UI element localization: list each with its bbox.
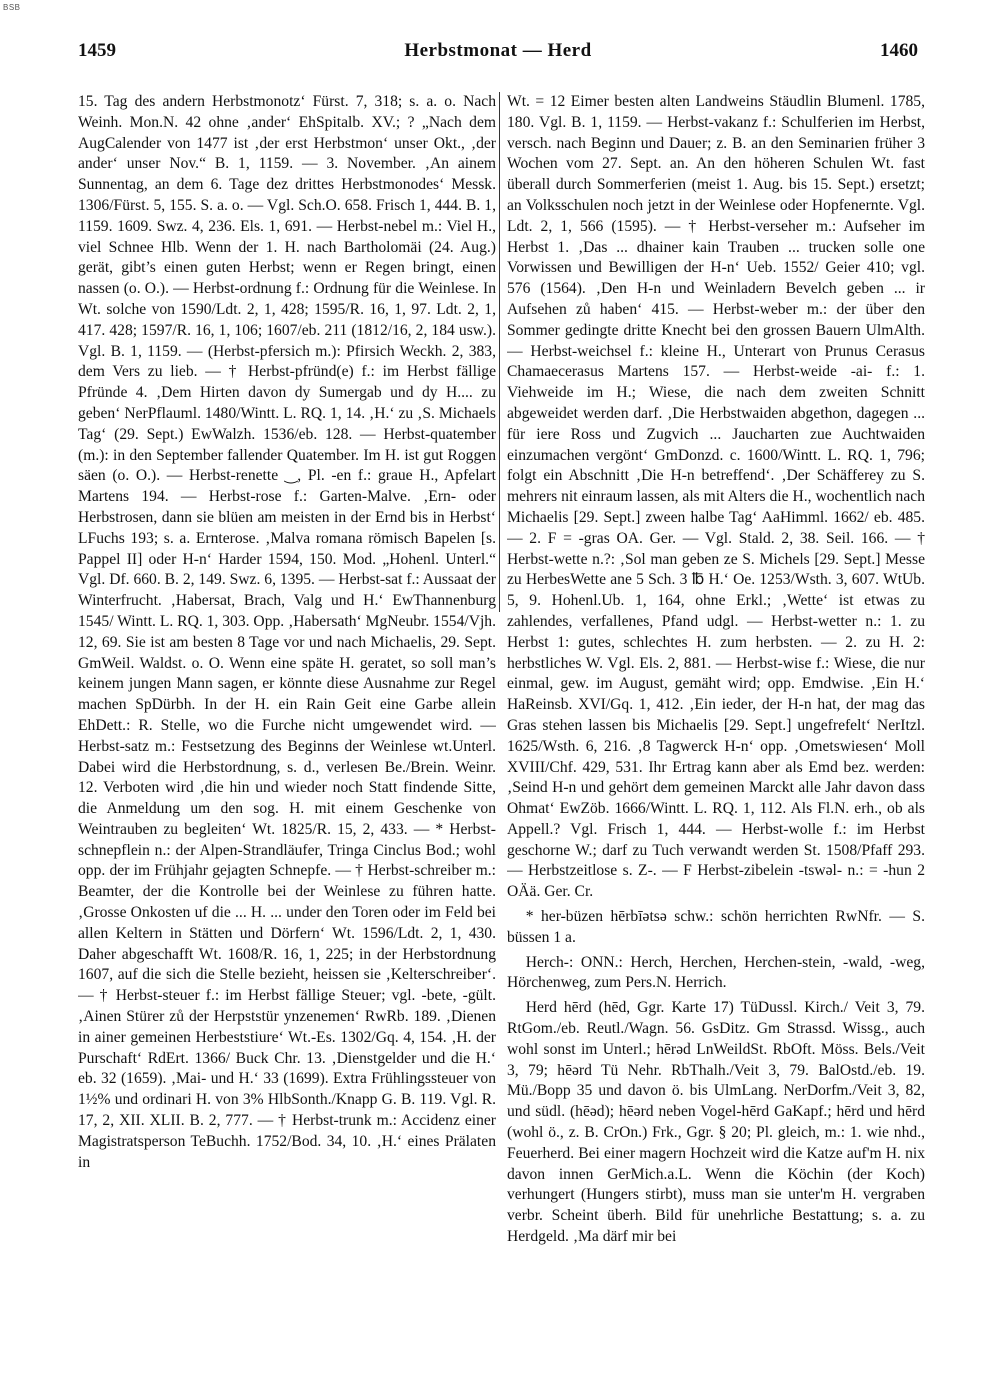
right-column-text: Wt. = 12 Eimer besten alten Landweins Stäudlin Blumenl. 1785, 180. Vgl. B. 1, 1159. — Herbst-vakanz f.: Schulferien im Herbst, versch. nach Beginn und Dauer; z. B. an den Seminarien früher 3 Wochen vom 27. Sept. an. An den höheren Schulen Wt. fast überall durch Sommerferien (meist 1. Aug. bis 15. Sept.) ersetzt; an Volksschulen noch jetzt in der Weinlese oder Hopfenernte. Vgl. Ldt. 2, 1, 566 (1595). — † Herbst-verseher m.: Aufseher im Herbst 1. ‚Das ... dhainer kain Trauben ... trucken solle one Vorwissen und Bewilligen der H-n‘ Ueb. 1552/ Geier 410; vgl. 576 (1564). ‚Den H-n und Weinladern Bevelch geben ... ir Aufsehen zů haben‘ 415. — Herbst-weber m.: der über den Sommer gedingte dritte Knecht bei den grossen Bauern UlmAlth. — Herbst-weichsel f.: kleine H., Unterart von Prunus Cerasus Chamaecerasus Martens 157. — Herbst-weide -ai- f.: 1. Viehweide im H.; Wiese, die nach dem zweiten Schnitt abgeweidet werden darf. ‚Die Herbstwaiden abgethon, dagegen ... für iere Ross und Zugvich ... Jaucharten zue Auchtwaiden einzumachen vergönt‘ GmDonzd. c. 1600/Wintt. L. RQ. 1, 796; folgt ein Abschnitt ‚Die H-n betreffend‘. ‚Der Schäfferey zu S. mehrers nit einraum lassen, als mit Alters die H., wochentlich nach Michaelis [29. Sept.] zween halbe Tag‘ AaHimml. 1662/ eb. 485. — 2. F = -gras OA. Ger. — Vgl. Stald. 2, 38. Seil. 166. — † Herbst-wette n.?: ‚Sol man geben ze S. Michels [29. Sept.] Messe zu HerbesWette ane 5 Sch. 3 ℔ H.‘ Oe. 1253/Wsth. 3, 607. WtUb. 5, 9. Hohenl.Ub. 1, 164, ohne Erkl.; ‚Wette‘ ist etwas zu zahlendes, verfallenes, Pfand udgl. — Herbst-wetter n.: 1. zu Herbst 1: gutes, schlechtes H. zum herbsten. — 2. zu H. 2: herbstliches W. Vgl. Els. 2, 881. — Herbst-wise f.: Wiese, die nur einmal, gew. im August, gemäht wird; opp. Emdwise. ‚Ein H.‘ HaReinsb. XVI/Gq. 1, 412. ‚Ein ieder, der H-n hat, der mag das Gras stehen lassen bis Michaelis [29. Sept.] ungefrefelt‘ NerItzl. 1625/Wsth. 6, 216. ‚8 Tagwerck H-n‘ opp. ‚Ometswiesen‘ Moll XVIII/Chf. 429, 531. Ihr Ertrag kann aber als Emd bez. werden: ‚Seind H-n und gehört dem gemeinen Marckt alle Jahr davon dass Ohmat‘ EwZöb. 1666/Wintt. L. RQ. 1, 112. Als Fl.N. erh., ob als Appell.? Vgl. Frisch 1, 444. — Herbst-wolle f.: im Herbst geschorne W.; darf zu Tuch verwandt werden St. 1508/Pfaff 293. — Herbstzeitlose s. Z-. — F Herbst-zibelein -tswəl- n.: = -hun 2 OÄä. Ger. Cr. xyxy=(507,93,925,901)
left-column-text: 15. Tag des andern Herbstmonotz‘ Fürst. 7, 318; s. a. o. Nach Weinh. Mon.N. 42 ohne ‚ander‘ EhSpitalb. XV.; ? „Nach dem AugCalender von 1477 ist ‚der erst Herbstmon‘ unser Okt., ‚der ander‘ unser Nov.“ B. 1, 1159. — 3. November. ‚An ainem Sunnentag, an dem 6. Tage dez drittes Herbstmonodes‘ Messk. 1306/Fürst. 5, 155. S. a. o. — Vgl. Sch.O. 658. Frisch 1, 444. B. 1, 1159. 1609. Swz. 4, 236. Els. 1, 691. — Herbst-nebel m.: Viel H., viel Schnee Hlb. Wenn der 1. H. nach Bartholomäi (24. Aug.) gerät, gibt’s einen guten Herbst; wenn er Regen bringt, einen nassen (o. O.). — Herbst-ordnung f.: Ordnung für die Weinlese. In Wt. solche von 1590/Ldt. 2, 1, 428; 1595/R. 16, 1, 97. Ldt. 2, 1, 417. 428; 1597/R. 16, 1, 106; 1607/eb. 211 (1812/16, 2, 184 usw.). Vgl. B. 1, 1159. — (Herbst-pfersich m.): Pfirsich Weckh. 2, 383, dem Vers zu lieb. — † Herbst-pfründ(e) f.: im Herbst fällige Pfründe 4. ‚Dem Hirten davon dy Sumergab und dy H.... zu geben‘ NerPflauml. 1480/Wintt. L. RQ. 1, 14. ‚H.‘ zu ‚S. Michaels Tag‘ (29. Sept.) EwWalzh. 1536/eb. 128. — Herbst-quatember (m.): in den September fallender Quatember. Im H. ist gut Roggen säen (o. O.). — Herbst-renette ‿, Pl. -en f.: graue H., Apfelart Martens 194. — Herbst-rose f.: Garten-Malve. ‚Ern- oder Herbstrosen, dann sie blüen am meisten in der Ernd bis in Herbst‘ LFuchs 193; s. a. Ernterose. ‚Malva romana römisch Bapelen [s. Pappel II] oder H-n‘ Harder 1594, 150. Mod. „Hohenl. Unterl.“ Vgl. Df. 660. B. 2, 149. Swz. 6, 1395. — Herbst-sat f.: Aussaat der Winterfrucht. ‚Habersat, Brach, Valg und H.‘ EwThannenburg 1545/ Wintt. L. RQ. 1, 303. Opp. ‚Habersath‘ MgNeubr. 1554/Vjh. 12, 69. Sie ist am besten 8 Tage vor und nach Michaelis, 29. Sept. GmWeil. Waldst. o. O. Wenn eine späte H. geratet, so soll man’s keinem jungen Mann sagen, er könnte diese Ausnahme zur Regel machen SpDürbh. In der H. ein Rain Geit eine Garbe allein EhDett.: R. Stelle, wo die Furche nicht umgewendet wird. — Herbst-satz m.: Festsetzung des Beginns der Weinlese wt.Unterl. Dabei wird die Herbstordnung, s. d., verlesen Be./Brein. Weinr. 12. Verboten wird ‚die hin und wieder noch Statt findende Sitte, die Anmeldung um den sog. H. mit einem Geschenke von Weintrauben zu begleiten‘ Wt. 1825/R. 15, 2, 433. — * Herbst-schnepflein n.: der Alpen-Strandläufer, Tringa Cinclus Bod.; wohl opp. der im Frühjahr gejagten Schnepfe. — † Herbst-schreiber m.: Beamter, der die Kontrolle bei der Weinlese zu führen hatte. ‚Grosse Onkosten uf die ... H. ... under den Toren oder im Feld bei allen Keltern in Stätten und Dörfern‘ Wt. 1596/Ldt. 2, 1, 430. Daher abgeschafft Wt. 1608/R. 16, 1, 225; in der Herbstordnung 1607, auf die sich die Stelle bezieht, heissen sie ‚Kelterschreiber‘. — † Herbst-steuer f.: im Herbst fällige Steuer; vgl. -bete, -gült. ‚Ainen Stürer zů der Herpststür ynzenemen‘ RwRb. 189. ‚Dienen in ainer gemeinen Herbeststiure‘ Wt.-Es. 1302/Gq. 4, 154. ‚H. der Purschaft‘ RdErt. 1366/ Buck Chr. 13. ‚Dienstgelder und die H.‘ eb. 32 (1659). ‚Mai- und H.‘ 33 (1699). Extra Frühlingssteuer von 1½% und ordinari H. von 3% HlbSonth./Knapp G. B. 119. Vgl. R. 17, 2, XII. XLII. B. 2, 777. — † Herbst-trunk m.: Accidenz einer Magistratsperson TeBuchh. 1752/Bod. 34, 10. ‚H.‘ eines Prälaten in xyxy=(78,93,496,1171)
library-stamp: BSB xyxy=(3,3,21,12)
entry-her-buezen: * her-büzen hērbīətsə schw.: schön herrichten RwNfr. — S. büssen 1 a. xyxy=(507,908,925,946)
left-column xyxy=(78,92,496,1344)
page-number-left: 1459 xyxy=(78,40,116,61)
right-column xyxy=(507,92,925,1344)
page-number-right: 1460 xyxy=(880,40,918,61)
entry-herd: Herd hērd (hēd, Ggr. Karte 17) TüDussl. Kirch./ Veit 3, 79. RtGom./eb. Reutl./Wagn. 56. GsDitz. Gm Strassd. Wissg., auch wohl sonst im Unterl.; hērəd LnWeildSt. RbOft. Möss. Bels./Veit 3, 79; hēərd Tü Nehr. RbThalh./Veit 3, 79. BalOstd./eb. 19. Mü./Bopp 35 und davon ö. bis UlmLang. NerDorfm./Veit 3, 82, und südl. (hēəd); hēərd neben Vogel-hērd GaKapf.; hērd und hērd (wohl ö., z. B. CrOn.) Frk., Ggr. § 20; Pl. gleich, m.: 1. wie nhd., Feuerherd. Bei einer magern Hochzeit wird die Katze auf'm H. nix davon innen GerMich.a.L. Wenn die Köchin (der Koch) verhungert (Hungers stirbt), muss man sie unter'm H. vergraben verbr. Scheint überh. Bild für unehrliche Bestattung; s. a. zu Herdgeld. ‚Ma därf mir bei xyxy=(507,999,925,1246)
page-header xyxy=(78,40,918,68)
entry-herch: Herch-: ONN.: Herch, Herchen, Herchen-stein, -wald, -weg, Hörchenweg, zum Pers.N. Herrich. xyxy=(507,953,925,992)
running-title: Herbstmonat — Herd xyxy=(404,40,592,61)
column-divider xyxy=(499,92,500,612)
